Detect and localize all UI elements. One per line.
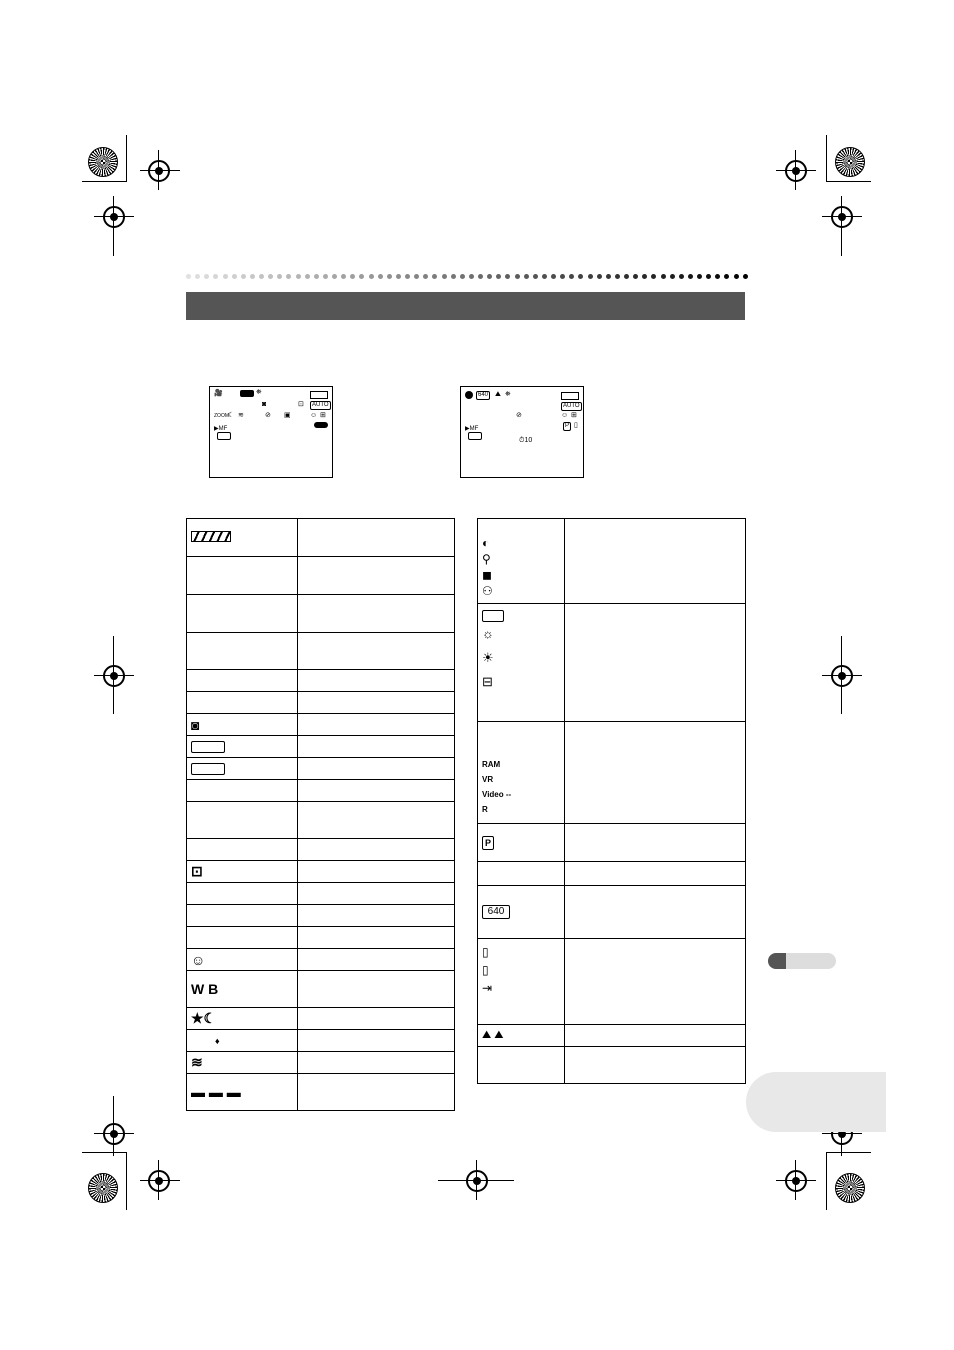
header-dot <box>259 274 264 279</box>
header-dot <box>633 274 638 279</box>
description-cell <box>298 595 455 633</box>
header-dot <box>213 274 218 279</box>
header-dot <box>414 274 419 279</box>
header-dot <box>670 274 675 279</box>
description-cell <box>298 714 455 736</box>
description-cell <box>298 758 455 780</box>
wind-icon: ≋ <box>238 412 244 419</box>
grid-icon: ⊞ <box>571 412 577 419</box>
description-cell <box>565 886 746 939</box>
header-dot <box>442 274 447 279</box>
description-cell <box>565 824 746 862</box>
header-dot <box>505 274 510 279</box>
description-cell <box>298 1030 455 1052</box>
icon-cell <box>187 905 298 927</box>
registration-target <box>831 206 853 228</box>
self-timer-icon: ⏱10 <box>519 437 533 444</box>
photo-mode-screen-illustration <box>460 386 584 478</box>
mf-label: ▶MF <box>465 426 479 432</box>
header-dot <box>560 274 565 279</box>
camera-icon: 🎥 <box>214 390 223 397</box>
crop-mark <box>826 1152 871 1153</box>
video-mode-screen-illustration <box>209 386 333 478</box>
header-dot <box>624 274 629 279</box>
icon-cell <box>187 839 298 861</box>
header-dot <box>743 274 748 279</box>
battery-icon <box>310 391 328 399</box>
face-icon: ☺ <box>310 412 318 419</box>
registration-target <box>103 665 125 687</box>
description-cell <box>565 862 746 886</box>
crop-mark <box>826 181 871 182</box>
header-dot <box>533 274 538 279</box>
mic-icon: ♦ <box>187 1030 298 1052</box>
header-dot <box>405 274 410 279</box>
face-icon: ☺ <box>561 412 569 419</box>
description-cell <box>298 861 455 883</box>
header-dot <box>387 274 392 279</box>
film-frame-icon: ◙ <box>187 714 298 736</box>
description-cell <box>298 1052 455 1074</box>
card-icon: ▯ <box>574 422 578 429</box>
header-dot <box>369 274 374 279</box>
description-cell <box>298 927 455 949</box>
crop-mark <box>126 135 127 181</box>
header-dot <box>688 274 693 279</box>
icon-cell <box>478 862 565 886</box>
battery-icon <box>561 392 579 400</box>
header-dot <box>241 274 246 279</box>
night-icon: ☾ <box>228 412 235 419</box>
header-dot <box>642 274 647 279</box>
backlight-icon: ⊡ <box>298 401 304 408</box>
header-dot <box>250 274 255 279</box>
left-indicator-table <box>186 518 455 1111</box>
crop-mark <box>826 135 827 181</box>
header-dot <box>606 274 611 279</box>
fade-icon: ▣ <box>284 412 291 419</box>
record-icon <box>465 391 473 399</box>
stabilizer-icon: ⊘ <box>265 412 271 419</box>
description-cell <box>565 1025 746 1047</box>
description-cell <box>298 736 455 758</box>
registration-target <box>785 160 807 182</box>
registration-star-top-left <box>88 147 118 177</box>
header-dot <box>460 274 465 279</box>
quality-icons: ⛰ ⛰ <box>478 1025 565 1047</box>
disc-icon <box>314 422 328 428</box>
registration-star-top-right <box>835 147 865 177</box>
description-cell <box>298 1074 455 1111</box>
auto-icon: AUTO <box>563 403 580 409</box>
header-dot <box>524 274 529 279</box>
icon-cell <box>187 670 298 692</box>
film-frame-icon: ◙ <box>262 401 267 408</box>
description-cell <box>565 1047 746 1084</box>
registration-target <box>148 1170 170 1192</box>
header-dot <box>296 274 301 279</box>
registration-target <box>466 1170 488 1192</box>
header-dot <box>277 274 282 279</box>
header-dot <box>305 274 310 279</box>
box-icon <box>187 758 298 780</box>
header-dot <box>715 274 720 279</box>
auto-icon: AUTO <box>312 402 329 408</box>
header-dot <box>332 274 337 279</box>
zoom-icon: ZOOM <box>214 413 229 419</box>
description-cell <box>298 839 455 861</box>
header-dot <box>451 274 456 279</box>
night-icon: ★☾ <box>187 1008 298 1030</box>
description-cell <box>298 633 455 670</box>
scene-icon: ⛯ <box>505 391 511 398</box>
description-cell <box>298 883 455 905</box>
icon-cell <box>187 633 298 670</box>
header-dot <box>469 274 474 279</box>
header-dot <box>487 274 492 279</box>
dotted-header-line <box>186 274 748 282</box>
description-cell <box>565 722 746 824</box>
focus-box <box>468 432 482 440</box>
header-dot <box>588 274 593 279</box>
squares-icon: ▬ ▬ ▬ <box>187 1074 298 1111</box>
mf-label: ▶MF <box>214 426 228 432</box>
header-dot <box>396 274 401 279</box>
size-icon: 640 <box>478 392 489 398</box>
header-dot <box>378 274 383 279</box>
registration-target <box>103 1123 125 1145</box>
description-cell <box>298 1008 455 1030</box>
mode-box <box>240 390 254 397</box>
crop-mark <box>82 181 127 182</box>
header-dot <box>195 274 200 279</box>
header-dot <box>661 274 666 279</box>
icon-cell <box>187 595 298 633</box>
grid-icon: ⊞ <box>320 412 326 419</box>
header-dot <box>359 274 364 279</box>
white-balance-icons: ☼ ☀ ⊟ <box>478 604 565 722</box>
crop-mark <box>82 1152 127 1153</box>
description-cell <box>565 604 746 722</box>
registration-target <box>831 665 853 687</box>
icon-cell <box>187 780 298 802</box>
header-dot <box>478 274 483 279</box>
description-cell <box>298 949 455 971</box>
description-cell <box>298 519 455 557</box>
header-dot <box>314 274 319 279</box>
header-dot <box>268 274 273 279</box>
header-dot <box>697 274 702 279</box>
right-indicator-table <box>477 518 746 1084</box>
header-dot <box>323 274 328 279</box>
quality-icon: ⛰ <box>495 391 501 398</box>
header-dot <box>432 274 437 279</box>
header-dot <box>578 274 583 279</box>
wipe-icon: W B <box>187 971 298 1008</box>
header-dot <box>423 274 428 279</box>
description-cell <box>298 670 455 692</box>
description-cell <box>298 780 455 802</box>
card-icons: ▯ ▯ ⇥ <box>478 939 565 1025</box>
header-dot <box>204 274 209 279</box>
icon-cell <box>187 883 298 905</box>
focus-box <box>217 432 231 440</box>
registration-target <box>148 160 170 182</box>
header-dot <box>496 274 501 279</box>
header-dot <box>651 274 656 279</box>
battery-icon <box>187 519 298 557</box>
face-icon: ☺ <box>187 949 298 971</box>
size-icon: 640 <box>478 886 565 939</box>
stabilizer-icon: ⊘ <box>516 412 522 419</box>
backlight-icon: ⊡ <box>187 861 298 883</box>
icon-cell <box>187 927 298 949</box>
wind-icon: ≋ <box>187 1052 298 1074</box>
header-dot <box>597 274 602 279</box>
section-title-bar <box>186 292 745 320</box>
header-dot <box>542 274 547 279</box>
header-dot <box>734 274 739 279</box>
icon-cell <box>478 1047 565 1084</box>
description-cell <box>298 692 455 714</box>
icon-cell <box>187 692 298 714</box>
scene-icon: ⛯ <box>256 389 262 396</box>
description-cell <box>298 905 455 927</box>
crop-mark <box>826 1152 827 1210</box>
description-cell <box>298 971 455 1008</box>
disc-icons: RAM VR Video -- R <box>478 722 565 824</box>
registration-star-bottom-left <box>88 1173 118 1203</box>
header-dot <box>350 274 355 279</box>
chapter-index-tab <box>768 953 836 969</box>
header-dot <box>515 274 520 279</box>
p-icon: P <box>565 423 570 429</box>
icon-cell <box>187 802 298 839</box>
description-cell <box>298 557 455 595</box>
header-dot <box>186 274 191 279</box>
registration-target <box>785 1170 807 1192</box>
p-icon: P <box>478 824 565 862</box>
box-icon <box>187 736 298 758</box>
header-dot <box>679 274 684 279</box>
header-dot <box>551 274 556 279</box>
header-dot <box>341 274 346 279</box>
crop-mark <box>126 1152 127 1210</box>
registration-star-bottom-right <box>835 1173 865 1203</box>
scene-icons: ◐ ⚲ ◼ ⚇ <box>478 519 565 604</box>
header-dot <box>232 274 237 279</box>
description-cell <box>565 519 746 604</box>
icon-cell <box>187 557 298 595</box>
header-dot <box>286 274 291 279</box>
header-dot <box>724 274 729 279</box>
header-dot <box>223 274 228 279</box>
description-cell <box>298 802 455 839</box>
page-number-tab <box>746 1072 886 1132</box>
header-dot <box>706 274 711 279</box>
description-cell <box>565 939 746 1025</box>
header-dot <box>615 274 620 279</box>
registration-target <box>103 206 125 228</box>
header-dot <box>569 274 574 279</box>
